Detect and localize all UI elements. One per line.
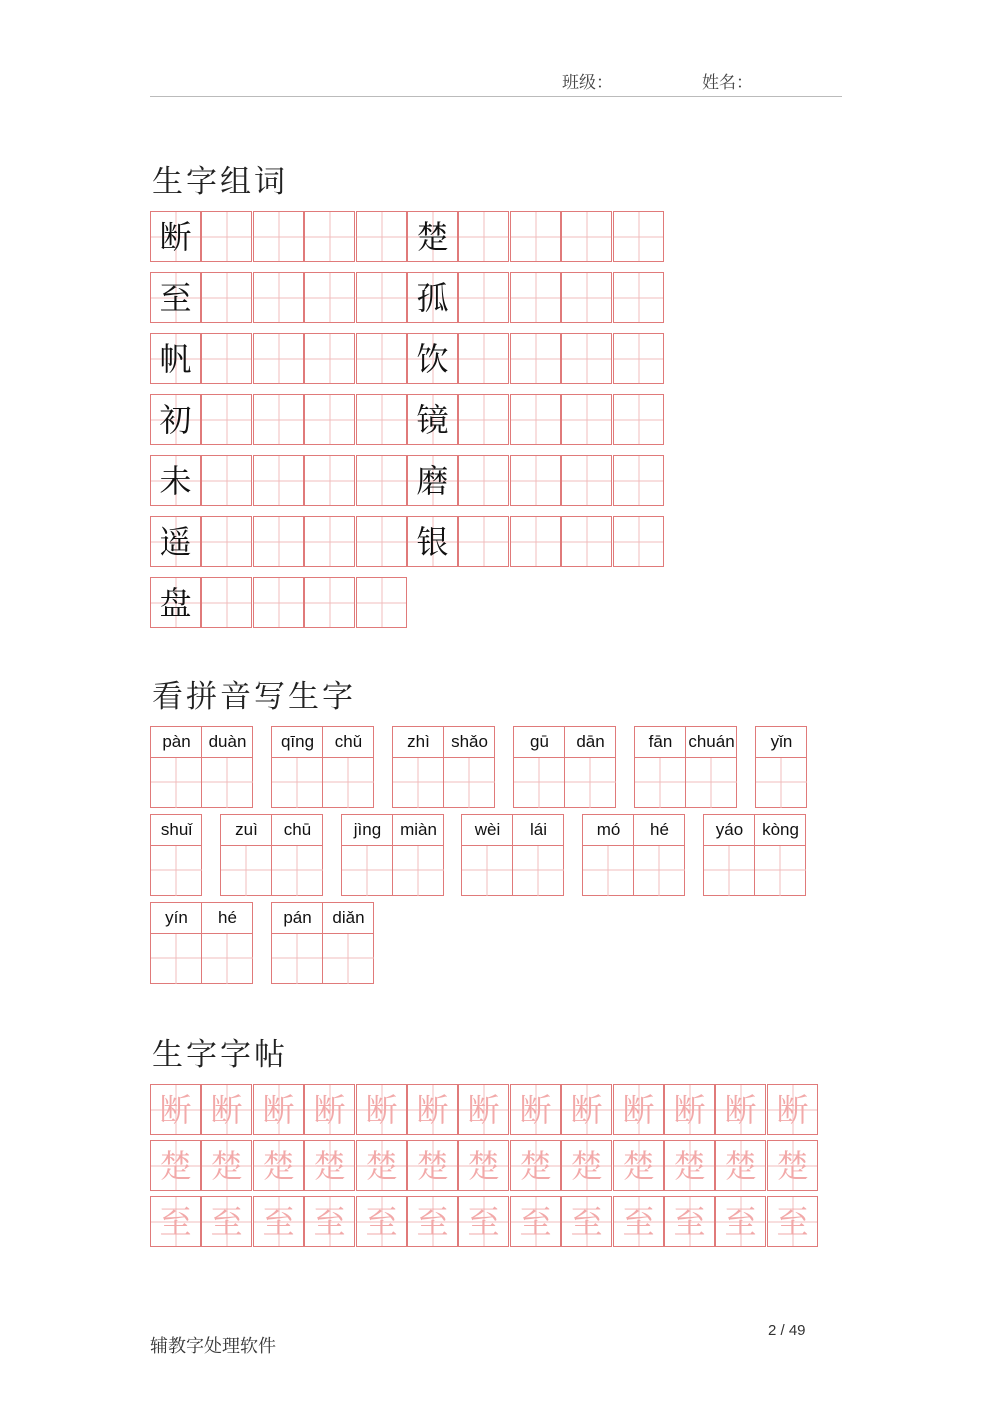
word-char-cell: 镜 (407, 394, 458, 445)
blank-writing-cell (201, 394, 252, 445)
blank-writing-cell (356, 394, 407, 445)
copybook-trace-cell: 至 (304, 1196, 355, 1247)
pinyin-word-box (271, 902, 374, 984)
pinyin-baseline (151, 845, 201, 846)
copybook-trace-cell: 楚 (407, 1140, 458, 1191)
word-char-cell: 盘 (150, 577, 201, 628)
copybook-trace-cell: 断 (150, 1084, 201, 1135)
pinyin-syllable: miàn (400, 820, 437, 839)
pinyin-syllable: fān (648, 732, 673, 751)
pinyin-word-box (755, 726, 807, 808)
pinyin-syllable: mó (596, 820, 621, 839)
blank-writing-cell (458, 272, 509, 323)
copybook-trace-cell: 至 (458, 1196, 509, 1247)
pinyin-syllable: duàn (208, 732, 247, 751)
copybook-trace-cell: 断 (561, 1084, 612, 1135)
pinyin-word-box (341, 814, 444, 896)
cell-divider (564, 727, 565, 807)
word-char-cell: 银 (407, 516, 458, 567)
pinyin-baseline (514, 757, 615, 758)
blank-writing-cell (583, 845, 634, 896)
pinyin-syllable: zuì (235, 820, 258, 839)
pinyin-baseline (583, 845, 684, 846)
blank-writing-cell (304, 333, 355, 384)
blank-writing-cell (356, 455, 407, 506)
blank-writing-cell (151, 845, 202, 896)
blank-writing-cell (635, 757, 686, 808)
copybook-trace-cell: 至 (407, 1196, 458, 1247)
copybook-trace-cell: 楚 (253, 1140, 304, 1191)
blank-writing-cell (202, 933, 253, 984)
cell-divider (201, 727, 202, 807)
cell-divider (443, 727, 444, 807)
cell-divider (322, 727, 323, 807)
word-char-cell: 初 (150, 394, 201, 445)
blank-writing-cell (304, 516, 355, 567)
word-char-cell: 至 (150, 272, 201, 323)
blank-writing-cell (561, 211, 612, 262)
pinyin-syllable: shǎo (451, 732, 488, 751)
blank-writing-cell (510, 211, 561, 262)
blank-writing-cell (356, 516, 407, 567)
blank-writing-cell (561, 394, 612, 445)
blank-writing-cell (510, 455, 561, 506)
copybook-trace-cell: 至 (767, 1196, 818, 1247)
blank-writing-cell (561, 455, 612, 506)
blank-writing-cell (510, 516, 561, 567)
blank-writing-cell (151, 757, 202, 808)
cell-divider (322, 903, 323, 983)
cell-divider (754, 815, 755, 895)
word-char-cell: 孤 (407, 272, 458, 323)
blank-writing-cell (323, 757, 374, 808)
copybook-trace-cell: 楚 (561, 1140, 612, 1191)
pinyin-syllable: yǐn (770, 732, 793, 751)
pinyin-baseline (272, 933, 373, 934)
blank-writing-cell (514, 757, 565, 808)
class-label: 班级： (562, 73, 613, 93)
copybook-trace-cell: 楚 (715, 1140, 766, 1191)
blank-writing-cell (272, 933, 323, 984)
blank-writing-cell (356, 211, 407, 262)
blank-writing-cell (272, 757, 323, 808)
word-char-cell: 磨 (407, 455, 458, 506)
pinyin-word-box (150, 902, 253, 984)
pinyin-baseline (635, 757, 736, 758)
copybook-trace-cell: 至 (664, 1196, 715, 1247)
blank-writing-cell (253, 272, 304, 323)
pinyin-word-box (513, 726, 616, 808)
copybook-trace-cell: 断 (510, 1084, 561, 1135)
copybook-trace-cell: 断 (613, 1084, 664, 1135)
copybook-trace-cell: 至 (561, 1196, 612, 1247)
blank-writing-cell (613, 516, 664, 567)
blank-writing-cell (462, 845, 513, 896)
blank-writing-cell (565, 757, 616, 808)
cell-divider (392, 815, 393, 895)
blank-writing-cell (613, 272, 664, 323)
blank-writing-cell (253, 394, 304, 445)
cell-divider (633, 815, 634, 895)
copybook-trace-cell: 断 (715, 1084, 766, 1135)
pinyin-baseline (342, 845, 443, 846)
blank-writing-cell (201, 272, 252, 323)
pinyin-syllable: pàn (162, 732, 191, 751)
blank-writing-cell (393, 845, 444, 896)
blank-writing-cell (201, 577, 252, 628)
blank-writing-cell (634, 845, 685, 896)
blank-writing-cell (304, 577, 355, 628)
pinyin-syllable: wèi (474, 820, 501, 839)
pinyin-word-box (150, 814, 202, 896)
blank-writing-cell (444, 757, 495, 808)
pinyin-baseline (151, 933, 252, 934)
copybook-trace-cell: 断 (458, 1084, 509, 1135)
copybook-trace-cell: 楚 (613, 1140, 664, 1191)
blank-writing-cell (356, 333, 407, 384)
pinyin-syllable: hé (650, 820, 669, 839)
pinyin-baseline (756, 757, 806, 758)
header-divider (150, 96, 842, 97)
blank-writing-cell (253, 577, 304, 628)
word-char-cell: 未 (150, 455, 201, 506)
pinyin-baseline (221, 845, 322, 846)
copybook-trace-cell: 断 (664, 1084, 715, 1135)
blank-writing-cell (304, 455, 355, 506)
section-title-pinyin-write: 看拼音写生字 (152, 679, 356, 715)
blank-writing-cell (613, 333, 664, 384)
blank-writing-cell (304, 211, 355, 262)
blank-writing-cell (510, 333, 561, 384)
pinyin-word-box (220, 814, 323, 896)
copybook-trace-cell: 楚 (304, 1140, 355, 1191)
pinyin-baseline (151, 757, 252, 758)
blank-writing-cell (510, 272, 561, 323)
blank-writing-cell (458, 333, 509, 384)
pinyin-word-box (150, 726, 253, 808)
blank-writing-cell (221, 845, 272, 896)
pinyin-syllable: shuǐ (160, 820, 193, 839)
pinyin-baseline (704, 845, 805, 846)
blank-writing-cell (613, 455, 664, 506)
blank-writing-cell (342, 845, 393, 896)
blank-writing-cell (253, 211, 304, 262)
copybook-trace-cell: 楚 (201, 1140, 252, 1191)
pinyin-syllable: qīng (280, 732, 315, 751)
word-char-cell: 遥 (150, 516, 201, 567)
copybook-trace-cell: 至 (613, 1196, 664, 1247)
blank-writing-cell (202, 757, 253, 808)
blank-writing-cell (201, 516, 252, 567)
pinyin-word-box (634, 726, 737, 808)
copybook-trace-cell: 楚 (767, 1140, 818, 1191)
pinyin-word-box (582, 814, 685, 896)
blank-writing-cell (253, 455, 304, 506)
cell-divider (685, 727, 686, 807)
blank-writing-cell (151, 933, 202, 984)
blank-writing-cell (704, 845, 755, 896)
page-number: 2 / 49 (768, 1322, 806, 1339)
pinyin-syllable: hé (218, 908, 237, 927)
pinyin-word-box (392, 726, 495, 808)
blank-writing-cell (272, 845, 323, 896)
word-char-cell: 楚 (407, 211, 458, 262)
copybook-trace-cell: 断 (253, 1084, 304, 1135)
pinyin-syllable: kòng (762, 820, 799, 839)
blank-writing-cell (513, 845, 564, 896)
pinyin-word-box (271, 726, 374, 808)
name-label: 姓名： (702, 73, 753, 93)
blank-writing-cell (253, 333, 304, 384)
copybook-trace-cell: 至 (150, 1196, 201, 1247)
blank-writing-cell (356, 272, 407, 323)
blank-writing-cell (561, 272, 612, 323)
copybook-trace-cell: 断 (356, 1084, 407, 1135)
pinyin-syllable: jìng (353, 820, 382, 839)
section-title-word-building: 生字组词 (152, 164, 288, 200)
blank-writing-cell (613, 394, 664, 445)
copybook-trace-cell: 断 (767, 1084, 818, 1135)
pinyin-syllable: yáo (715, 820, 744, 839)
blank-writing-cell (304, 394, 355, 445)
blank-writing-cell (458, 455, 509, 506)
pinyin-syllable: pán (283, 908, 312, 927)
pinyin-syllable: dān (576, 732, 605, 751)
pinyin-syllable: chū (283, 820, 312, 839)
pinyin-syllable: yín (165, 908, 188, 927)
blank-writing-cell (323, 933, 374, 984)
copybook-trace-cell: 楚 (150, 1140, 201, 1191)
blank-writing-cell (458, 394, 509, 445)
blank-writing-cell (201, 455, 252, 506)
pinyin-baseline (272, 757, 373, 758)
pinyin-word-box (703, 814, 806, 896)
copybook-trace-cell: 至 (510, 1196, 561, 1247)
blank-writing-cell (458, 516, 509, 567)
pinyin-syllable: zhì (407, 732, 430, 751)
copybook-trace-cell: 断 (407, 1084, 458, 1135)
word-char-cell: 断 (150, 211, 201, 262)
pinyin-syllable: gū (530, 732, 549, 751)
blank-writing-cell (561, 333, 612, 384)
footer-software-name: 辅教字处理软件 (150, 1336, 276, 1357)
blank-writing-cell (755, 845, 806, 896)
cell-divider (201, 903, 202, 983)
blank-writing-cell (304, 272, 355, 323)
blank-writing-cell (356, 577, 407, 628)
pinyin-syllable: lái (529, 820, 547, 839)
copybook-trace-cell: 至 (356, 1196, 407, 1247)
pinyin-baseline (393, 757, 494, 758)
copybook-trace-cell: 楚 (458, 1140, 509, 1191)
blank-writing-cell (201, 211, 252, 262)
pinyin-syllable: chǔ (334, 732, 363, 751)
copybook-trace-cell: 楚 (356, 1140, 407, 1191)
blank-writing-cell (253, 516, 304, 567)
cell-divider (512, 815, 513, 895)
pinyin-baseline (462, 845, 563, 846)
cell-divider (271, 815, 272, 895)
copybook-trace-cell: 楚 (510, 1140, 561, 1191)
blank-writing-cell (686, 757, 737, 808)
blank-writing-cell (458, 211, 509, 262)
copybook-trace-cell: 至 (715, 1196, 766, 1247)
blank-writing-cell (756, 757, 807, 808)
word-char-cell: 帆 (150, 333, 201, 384)
word-char-cell: 饮 (407, 333, 458, 384)
copybook-trace-cell: 至 (253, 1196, 304, 1247)
blank-writing-cell (393, 757, 444, 808)
blank-writing-cell (561, 516, 612, 567)
pinyin-word-box (461, 814, 564, 896)
blank-writing-cell (613, 211, 664, 262)
copybook-trace-cell: 断 (304, 1084, 355, 1135)
pinyin-syllable: diǎn (332, 908, 365, 927)
blank-writing-cell (201, 333, 252, 384)
copybook-trace-cell: 至 (201, 1196, 252, 1247)
blank-writing-cell (510, 394, 561, 445)
pinyin-syllable: chuán (688, 732, 735, 751)
copybook-trace-cell: 楚 (664, 1140, 715, 1191)
copybook-trace-cell: 断 (201, 1084, 252, 1135)
section-title-copybook: 生字字帖 (152, 1037, 288, 1073)
